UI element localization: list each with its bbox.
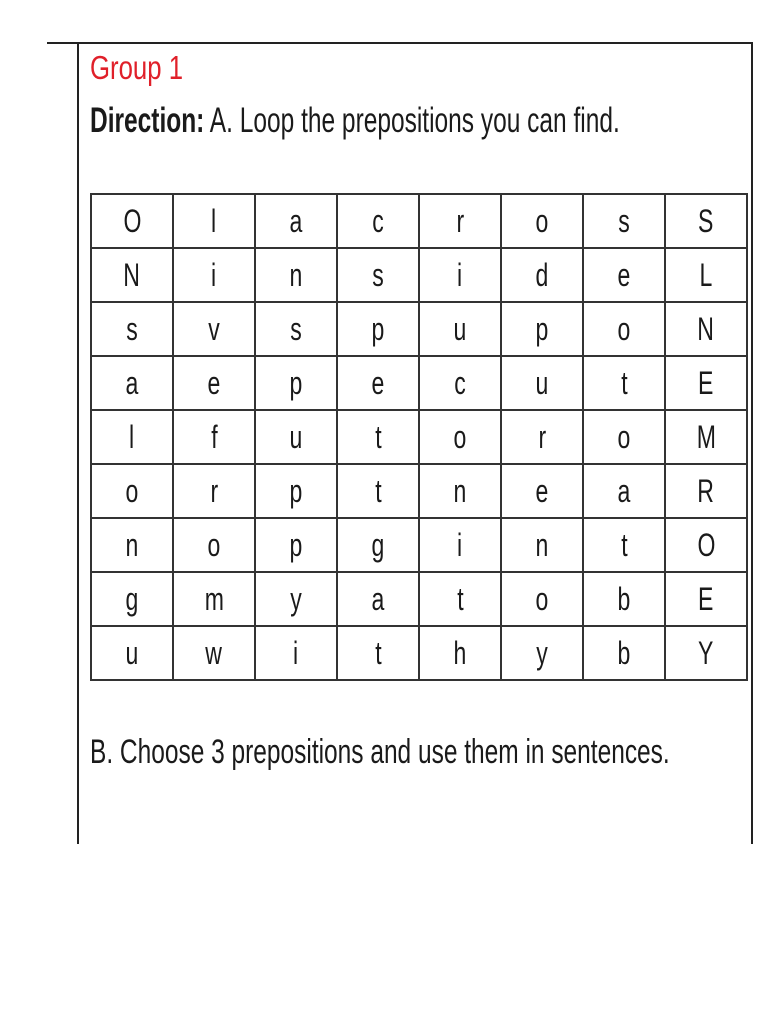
grid-cell[interactable] [665,194,747,248]
grid-cell[interactable] [337,356,419,410]
grid-letter: n [453,473,467,509]
grid-letter: e [207,365,221,401]
grid-cell[interactable] [255,626,337,680]
grid-cell[interactable] [501,410,583,464]
grid-cell[interactable] [337,248,419,302]
faint-bleed-through [190,828,350,846]
grid-cell[interactable] [583,248,665,302]
grid-cell[interactable] [501,626,583,680]
frame-right-border [751,42,753,844]
grid-cell[interactable] [419,356,501,410]
grid-cell[interactable] [91,248,173,302]
grid-cell[interactable] [255,194,337,248]
grid-cell[interactable] [173,248,255,302]
grid-cell[interactable] [501,572,583,626]
grid-letter: c [454,365,466,401]
grid-cell[interactable] [91,464,173,518]
grid-cell[interactable] [665,626,747,680]
grid-letter: n [289,257,303,293]
grid-cell[interactable] [91,356,173,410]
grid-cell[interactable] [173,302,255,356]
grid-row [91,302,747,356]
grid-letter: E [698,365,714,401]
grid-cell[interactable] [665,464,747,518]
grid-cell[interactable] [665,302,747,356]
grid-letter: r [210,473,218,509]
grid-letter: u [289,419,303,455]
grid-letter: p [535,311,549,347]
grid-cell[interactable] [665,356,747,410]
grid-cell[interactable] [91,626,173,680]
grid-cell[interactable] [665,410,747,464]
grid-cell[interactable] [665,572,747,626]
grid-cell[interactable] [173,410,255,464]
word-search-grid [90,193,748,681]
grid-letter: E [698,581,714,617]
grid-letter: s [372,257,384,293]
grid-cell[interactable] [173,194,255,248]
grid-letter: m [204,581,224,617]
grid-cell[interactable] [665,518,747,572]
grid-letter: e [617,257,631,293]
grid-letter: t [374,473,382,509]
grid-letter: R [697,473,715,509]
grid-letter: L [699,257,713,293]
grid-cell[interactable] [583,302,665,356]
grid-cell[interactable] [337,194,419,248]
grid-letter: o [453,419,467,455]
grid-row [91,518,747,572]
grid-letter: r [538,419,546,455]
grid-letter: t [456,581,464,617]
grid-cell[interactable] [419,518,501,572]
grid-letter: y [290,581,302,617]
grid-letter: b [617,581,631,617]
grid-cell[interactable] [173,572,255,626]
grid-letter: v [208,311,220,347]
grid-cell[interactable] [419,626,501,680]
grid-cell[interactable] [501,302,583,356]
grid-cell[interactable] [419,572,501,626]
grid-cell[interactable] [501,518,583,572]
grid-letter: i [293,635,299,671]
grid-cell[interactable] [419,410,501,464]
grid-letter: o [207,527,221,563]
grid-cell[interactable] [583,626,665,680]
grid-cell[interactable] [419,302,501,356]
grid-letter: h [453,635,467,671]
grid-cell[interactable] [173,518,255,572]
grid-cell[interactable] [501,356,583,410]
grid-letter: a [617,473,631,509]
grid-letter: u [125,635,139,671]
grid-cell[interactable] [173,356,255,410]
grid-letter: f [210,419,218,455]
grid-cell[interactable] [91,518,173,572]
grid-letter: i [457,527,463,563]
grid-letter: y [536,635,548,671]
grid-cell[interactable] [173,626,255,680]
grid-letter: o [617,311,631,347]
grid-letter: g [125,581,139,617]
grid-cell[interactable] [255,356,337,410]
grid-cell[interactable] [255,302,337,356]
direction-line [90,100,620,142]
grid-cell[interactable] [337,572,419,626]
direction-text: A. Loop the prepositions you can find. [204,101,620,140]
grid-letter: u [453,311,467,347]
grid-letter: M [696,419,716,455]
grid-letter: s [618,203,630,239]
group-title: Group 1 [90,49,184,86]
grid-letter: b [617,635,631,671]
grid-letter: O [697,527,715,563]
grid-letter: t [620,365,628,401]
part-b-instruction: B. Choose 3 prepositions and use them in sentences. [90,733,670,771]
grid-row [91,572,747,626]
grid-letter: i [211,257,217,293]
grid-cell[interactable] [91,410,173,464]
grid-letter: a [125,365,139,401]
grid-letter: n [535,527,549,563]
grid-letter: p [371,311,385,347]
grid-letter: u [535,365,549,401]
grid-cell[interactable] [337,626,419,680]
grid-cell[interactable] [255,410,337,464]
grid-letter: e [371,365,385,401]
grid-cell[interactable] [583,464,665,518]
grid-letter: s [126,311,138,347]
grid-cell[interactable] [255,464,337,518]
grid-cell[interactable] [255,572,337,626]
grid-letter: N [697,311,715,347]
grid-letter: l [129,419,135,455]
grid-letter: t [374,635,382,671]
grid-cell[interactable] [583,194,665,248]
grid-cell[interactable] [501,248,583,302]
grid-cell[interactable] [91,572,173,626]
grid-letter: s [290,311,302,347]
grid-cell[interactable] [583,356,665,410]
grid-cell[interactable] [337,464,419,518]
grid-cell[interactable] [91,302,173,356]
grid-letter: a [371,581,385,617]
grid-cell[interactable] [583,518,665,572]
grid-letter: p [289,473,303,509]
grid-letter: a [289,203,303,239]
grid-letter: i [457,257,463,293]
grid-row [91,410,747,464]
grid-cell[interactable] [255,248,337,302]
grid-row [91,626,747,680]
grid-letter: N [123,257,141,293]
grid-letter: c [372,203,384,239]
grid-cell[interactable] [419,194,501,248]
grid-letter: e [535,473,549,509]
grid-cell[interactable] [173,464,255,518]
grid-cell[interactable] [501,464,583,518]
grid-cell[interactable] [419,248,501,302]
grid-row [91,194,747,248]
grid-letter: o [617,419,631,455]
grid-letter: Y [698,635,714,671]
grid-cell[interactable] [337,518,419,572]
grid-letter: g [371,527,385,563]
grid-letter: O [123,203,141,239]
grid-cell[interactable] [583,572,665,626]
grid-cell[interactable] [583,410,665,464]
grid-letter: p [289,365,303,401]
grid-letter: t [374,419,382,455]
frame-top-border [47,42,753,44]
grid-row [91,356,747,410]
grid-letter: r [456,203,464,239]
grid-letter: n [125,527,139,563]
grid-letter: t [620,527,628,563]
grid-cell[interactable] [91,194,173,248]
grid-letter: d [535,257,549,293]
grid-letter: w [205,635,223,671]
grid-cell[interactable] [337,302,419,356]
grid-row [91,464,747,518]
grid-letter: o [535,581,549,617]
grid-letter: S [698,203,714,239]
frame-left-border [77,42,79,844]
grid-letter: o [535,203,549,239]
grid-row [91,248,747,302]
grid-letter: p [289,527,303,563]
grid-cell[interactable] [665,248,747,302]
grid-cell[interactable] [337,410,419,464]
grid-cell[interactable] [501,194,583,248]
grid-cell[interactable] [419,464,501,518]
direction-label: Direction: [90,101,205,140]
grid-cell[interactable] [255,518,337,572]
grid-letter: o [125,473,139,509]
grid-letter: l [211,203,217,239]
